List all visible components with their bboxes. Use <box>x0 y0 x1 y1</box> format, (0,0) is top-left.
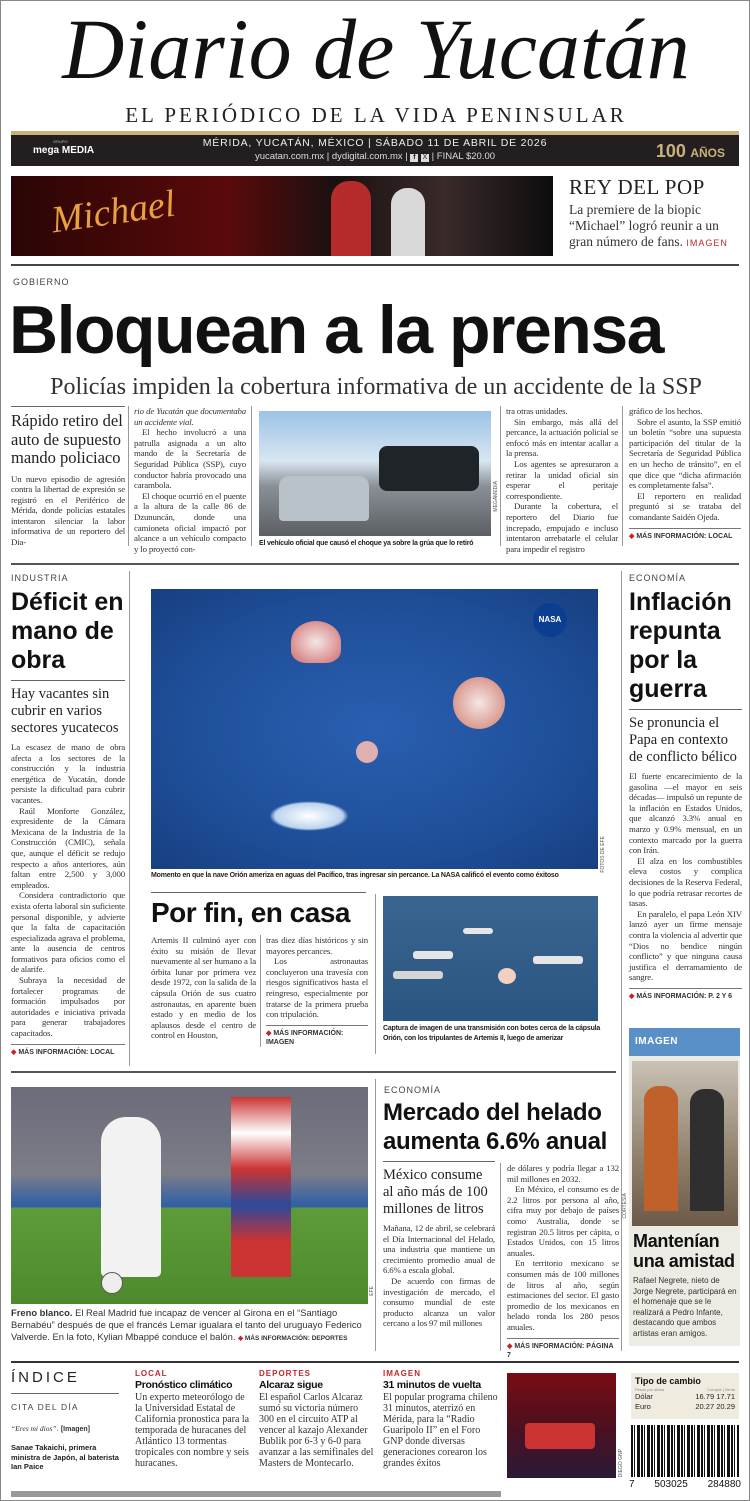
artemis-col2-wrap <box>266 935 368 1047</box>
artemis-caption: Momento en que la nave Orión ameriza en aguas del Pacífico, tras ingresar sin percance. La NASA calificó el evento como éxitoso <box>151 872 559 879</box>
anniversary-badge: 100 AÑOS <box>655 141 725 161</box>
more-info-link[interactable]: ◆ MÁS INFORMACIÓN: DEPORTES <box>238 1335 348 1342</box>
index-title: ÍNDICE <box>11 1369 80 1386</box>
price: | FINAL $20.00 <box>431 151 496 162</box>
player-white <box>101 1117 161 1277</box>
inflacion-column <box>629 573 742 1001</box>
helado-col2-wrap <box>507 1163 619 1360</box>
lead-headline[interactable]: Bloquean a la prensa <box>9 292 663 368</box>
section-label: ECONOMÍA <box>384 1085 442 1095</box>
boat <box>413 951 453 959</box>
inflacion-headline[interactable]: Inflación repunta por la guerra <box>629 588 732 703</box>
barcode-number: 7 503025 284880 <box>629 1479 741 1490</box>
lead-col3: tra otras unidades. Sin embargo, más allá del percance, la actuación policial se enfocó más en intentar acallar a la prensa. Los agentes se apresuraron a retirar la unidad oficial sin esperar el peritaje correspondiente. Durante la cobertura, el reportero del Diario fue increpado, empujado e incluso intentaron arrebatarle el celular para impedir el registro <box>506 406 618 554</box>
helado-headline[interactable]: Mercado del helado aumenta 6.6% anual <box>383 1099 608 1155</box>
photo-credit: FOTOS DE EFE <box>600 836 606 873</box>
imagen-box-photo <box>632 1061 738 1226</box>
performer-figure <box>331 181 371 256</box>
lead-col1: Rápido retiro del auto de supuesto mando policiaco Un nuevo episodio de agresión contra la libertad de expresión se registró en el Periférico de Mérida, donde policías estatales intentaron silenciar la labor informativa de un reportero del Dia- <box>11 406 125 548</box>
more-info-link[interactable]: ◆ MÁS INFORMACIÓN: IMAGEN <box>266 1025 368 1047</box>
parachute <box>453 677 505 729</box>
artemis-photo[interactable] <box>151 589 598 869</box>
imagen-box-text <box>633 1231 738 1339</box>
parachute <box>291 621 341 663</box>
helado-col2: de dólares y podría llegar a 132 mil millones en 2032. En México, el consumo es de 2.2 litros por persona al año, cifra muy por debajo de países como Australia, donde se registran 20.5 litros per cápita, o Estados Unidos, con 15 litros anuales. En territorio mexicano se consumen más de 100 millones de litros al año, según estimaciones del sector. El gasto promedio de los mexicanos en helado ronda los 280 pesos anuales. <box>507 1163 619 1332</box>
rate-row: Euro 20.27 20.29 <box>635 1401 735 1411</box>
imagen-box[interactable] <box>622 1028 740 1346</box>
bottom-bar <box>11 1491 501 1497</box>
exchange-rate-box: Tipo de cambio Pesos por divisa Compra | Venta Dólar 16.79 17.71 Euro 20.27 20.29 <box>631 1373 739 1419</box>
promo-banner-image[interactable] <box>11 176 553 256</box>
nasa-logo: NASA <box>533 603 567 637</box>
boat <box>393 971 443 979</box>
section-label: GOBIERNO <box>13 277 70 287</box>
section-label: ECONOMÍA <box>629 573 687 583</box>
rate-row: Dólar 16.79 17.71 <box>635 1392 735 1401</box>
industria-body: La escasez de mano de obra afecta a los sectores de la construcción y la industria energética de Yucatán, donde persiste la dificultad para cubrir vacantes. Raúl Monforte González, expresidente de la Cámara Mexicana de la Industria de la Construcción (CMIC), señala que, aunque el déficit se redujo respecto a años anteriores, aún faltan entre 2,500 y 3,000 empleados. Considera contradictorio que exista oferta laboral sin suficiente personal disponible, y advierte que la falta de capacitación especializada agrava el problema, ante la ausencia de centros formativos para oficios como el de alarife. Subraya la necesidad de fortalecer programas de formación impulsados por autoridades e iniciativa privada para generar trabajadores capacitados. <box>11 742 125 1039</box>
promo-section-link[interactable]: IMAGEN <box>686 238 728 248</box>
soccer-photo[interactable] <box>11 1087 368 1304</box>
lead-subhead: Policías impiden la cobertura informativa de un accidente de la SSP <box>50 374 702 400</box>
section-label: INDUSTRIA <box>11 573 69 583</box>
lead-col2: rio de Yucatán que documentaba un accidente vial. El hecho involucró a una patrulla asignada a un alto mando de la Secretaría de Seguridad Pública (SSP), cuyo conductor habría provocado una carambola. El choque ocurrió en el puente a la altura de la calle 86 de Dzununcán, donde una camioneta oficial impactó por alcance a un vehículo compacto y lo proyectó con- <box>134 406 246 554</box>
photo-credit: MEGAMEDIA <box>493 481 499 512</box>
capsule <box>498 968 516 984</box>
promo-text: La premiere de la biopic “Michael” logró reunir a un gran número de fans. IMAGEN <box>569 202 728 249</box>
masthead-title: Diario de Yucatán <box>62 1 690 97</box>
barcode <box>631 1425 739 1477</box>
photo-credit: CORTESÍA <box>622 1193 628 1219</box>
boat <box>533 956 583 964</box>
megamedia-logo: GRUPO mega MEDIA <box>33 139 95 156</box>
web-links <box>111 151 639 163</box>
quote-attribution: Sanae Takaichi, primera ministra de Japón, al baterista Ian Paice <box>11 1443 119 1471</box>
more-info-link[interactable]: ◆ MÁS INFORMACIÓN: PÁGINA 7 <box>507 1338 619 1360</box>
michael-logo: Michael <box>48 182 178 242</box>
player-red-white <box>231 1097 291 1277</box>
lead-photo[interactable] <box>259 411 491 536</box>
index-item-deportes[interactable]: DEPORTES Alcaraz sigue El español Carlos Alcaraz sumó su victoria número 300 en el circuito ATP al vencer al kazajo Alexander Bublik por 6-3 y 6-0 para avanzar a las semifinales del Masters de Montecarlo. <box>259 1369 374 1469</box>
red-car <box>525 1423 595 1449</box>
index-photo[interactable] <box>507 1373 616 1478</box>
helado-subhead: México consume al año más de 100 millones de litros <box>383 1167 488 1217</box>
artemis-col1: Artemis II culminó ayer con éxito su misión de llevar nuevamente al ser humano a la órbita lunar por primera vez desde 1972, con la salida de la cápsula Orión de sus cuatro astronautas, en aparente buen estado y en medio de los aplausos desde el centro de control en Houston, <box>151 935 256 1041</box>
facebook-icon[interactable]: f <box>410 154 418 162</box>
index-item-imagen[interactable]: IMAGEN 31 minutos de vuelta El popular programa chileno 31 minutos, aterrizó en Mérida, para la “Radio Guaripolo II” en el Foro GNP donde diversas generaciones corearon los grandes éxitos <box>383 1369 498 1469</box>
x-icon[interactable]: X <box>422 154 428 161</box>
industria-subhead: Hay vacantes sin cubrir en varios sectores yucatecos <box>11 686 119 736</box>
quote-label: CITA DEL DÍA <box>11 1402 79 1412</box>
suv-shape <box>379 446 479 491</box>
imagen-box-body: Rafael Negrete, nieto de Jorge Negrete, participará en el homenaje que se le realizará a Pedro Infante, destacando que ambos artistas eran amigos. <box>633 1276 737 1338</box>
masthead-tagline: EL PERIÓDICO DE LA VIDA PENINSULAR <box>125 103 627 127</box>
helado-col1-wrap <box>383 1161 495 1329</box>
industria-headline[interactable]: Déficit en mano de obra <box>11 588 124 674</box>
performer-figure <box>391 188 425 256</box>
more-info-link[interactable]: ◆ MÁS INFORMACIÓN: P. 2 Y 6 <box>629 988 742 1001</box>
parachute <box>356 741 378 763</box>
boats-caption: Captura de imagen de una transmisión con botes cerca de la cápsula Orión, con los tripulantes de Artemis II, luego de amerizar <box>383 1025 601 1042</box>
quote: “Eres mi dios”. [Imagen] <box>11 1424 91 1433</box>
info-bar <box>11 131 739 166</box>
dateline: MÉRIDA, YUCATÁN, MÉXICO | SÁBADO 11 DE ABRIL DE 2026 <box>202 137 548 149</box>
ball <box>101 1272 123 1294</box>
photo-credit: EFE <box>369 1286 375 1296</box>
artemis-col2: tras diez días históricos y sin mayores percances. Los astronautas concluyeron una travesía con riesgos significativos hasta el reingreso, especialmente por tratarse de la primera prueba con tripulación. <box>266 935 368 1020</box>
promo-title: REY DEL POP <box>569 175 705 199</box>
lead-photo-caption: El vehículo oficial que causó el choque ya sobre la grúa que lo retiró <box>259 540 474 547</box>
more-info-link[interactable]: ◆ MÁS INFORMACIÓN: LOCAL <box>11 1044 125 1057</box>
photo-credit: DIEGO GNP <box>618 1449 624 1478</box>
industria-column <box>11 573 125 1057</box>
lead-col4: gráfico de los hechos. Sobre el asunto, la SSP emitió un boletín “sobre una supuesta participación del titular de la Secretaría de Seguridad Pública en un hecho de tránsito”, en el que dice que “dicha afirmación es completamente falsa”. El reportero en realidad preguntó si se trataba del comandante Saidén Ojeda. ◆ MÁS INFORMACIÓN: LOCAL <box>629 406 741 540</box>
boats-photo[interactable] <box>383 896 598 1021</box>
more-info-link[interactable]: ◆ MÁS INFORMACIÓN: LOCAL <box>629 528 741 541</box>
soccer-caption: Freno blanco. El Real Madrid fue incapaz de vencer al Girona en el “Santiago Bernabéu” después de que el francés Lemar igualara el tanto del uruguayo Federico Valverde. En la foto, Kylian Mbappé conduce el balón. ◆ MÁS INFORMACIÓN: DEPORTES <box>11 1307 362 1342</box>
lead-side-headline: Rápido retiro del auto de supuesto mando policiaco <box>11 411 123 467</box>
car-shape <box>279 476 369 521</box>
helado-col1: Mañana, 12 de abril, se celebrará el Día Internacional del Helado, una industria que mantiene un crecimiento promedio anual de 6.6% a escala global. De acuerdo con firmas de investigación de mercado, el consumo mundial de este producto alcanza un valor cercano a los 97 mil millones <box>383 1223 495 1329</box>
inflacion-body: El fuerte encarecimiento de la gasolina —el mayor en seis décadas— impulsó un repunte de la inflación en Estados Unidos, que alcanzó 3.3% anual en marzo y 0.9% mensual, en un contexto marcado por la guerra con Irán. El alza en los combustibles eleva costos y complica decisiones de la Reserva Federal, lo que podría retrasar recortes de tasas. En paralelo, el papa León XIV lanzó ayer un firme mensaje contra la violencia al advertir que “Dios no bendice ningún conflicto” y que ninguna causa justifica el derramamiento de sangre. <box>629 771 742 983</box>
inflacion-subhead: Se pronuncia el Papa en contexto de conflicto bélico <box>629 715 737 765</box>
splash <box>269 801 349 831</box>
imagen-box-label: IMAGEN <box>629 1028 740 1056</box>
boat <box>463 928 493 934</box>
index-item-local[interactable]: LOCAL Pronóstico climático Un experto meteorólogo de la Universidad Estatal de California pronostica para la temporada de huracanes del Atlántico 13 tormentas tropicales con nombre y seis huracanes. <box>135 1369 250 1469</box>
imagen-box-headline: Mantenían una amistad <box>633 1231 735 1271</box>
site-links[interactable]: yucatan.com.mx | dydigital.com.mx | <box>254 151 408 162</box>
artemis-headline[interactable]: Por fin, en casa <box>151 897 350 928</box>
